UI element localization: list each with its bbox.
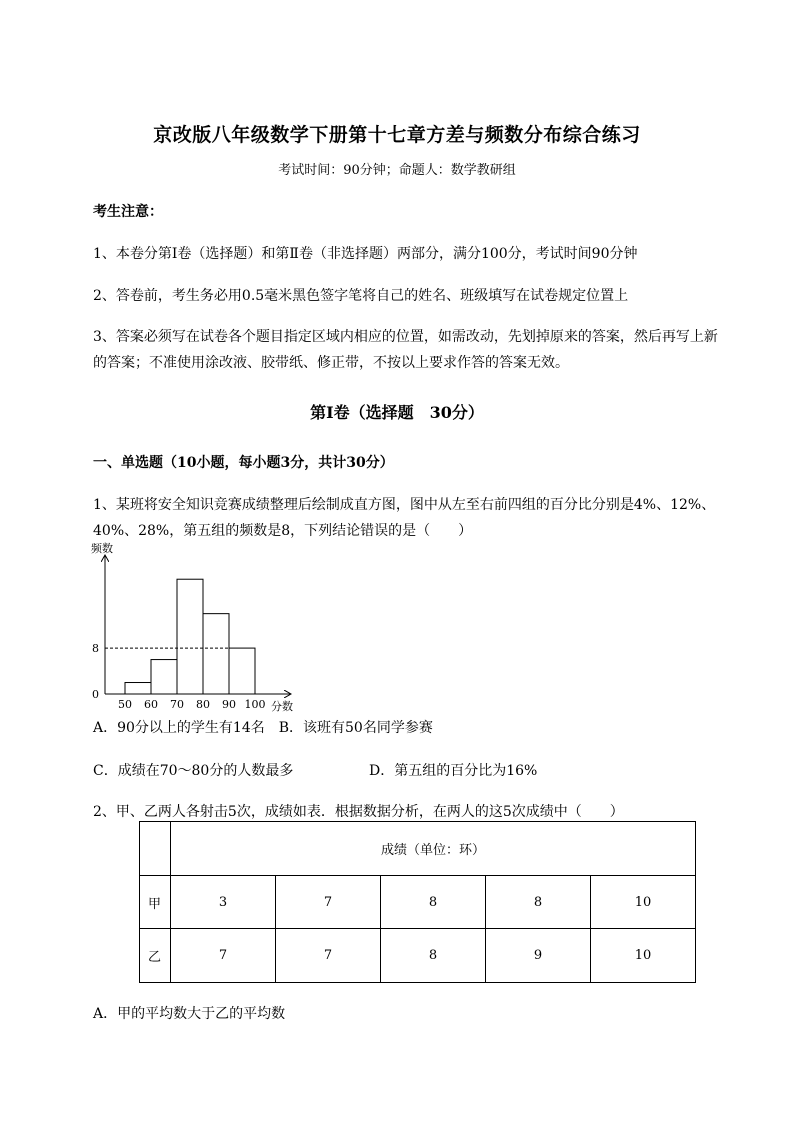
x-tick-label: 50 [118,698,132,711]
x-axis-label: 分数 [271,700,293,713]
section-title: 第I卷（选择题 30分） [310,403,484,422]
histogram-chart [85,538,325,718]
q1-stem-line2: 40%、28%，第五组的频数是8，下列结论错误的是（ ） [93,523,473,539]
score-cell: 8 [381,929,486,983]
x-tick-label: 90 [222,698,236,711]
score-cell: 8 [381,876,486,929]
table-corner-cell [140,822,171,876]
part-heading: 一、单选题（10小题，每小题3分，共计30分） [93,455,394,471]
histogram-bar-50-60 [125,683,151,694]
notice-item-2: 2、答卷前，考生务必用0.5毫米黑色签字笔将自己的姓名、班级填写在试卷规定位置上 [93,288,629,304]
scores-table [139,821,696,983]
table-row [140,929,696,983]
score-cell: 7 [171,929,276,983]
y-tick-label: 0 [92,688,99,701]
notice-heading: 考生注意： [93,204,163,220]
score-cell: 10 [591,929,696,983]
histogram-bar-80-90 [203,614,229,694]
score-cell: 7 [276,876,381,929]
table-header: 成绩（单位：环） [171,822,696,876]
q1-option-d: D．第五组的百分比为16% [369,763,538,779]
histogram-bar-60-70 [151,660,177,694]
score-cell: 8 [486,876,591,929]
notice-item-3: 3、答案必须写在试卷各个题目指定区域内相应的位置，如需改动，先划掉原来的答案，然后再写上新 [93,329,718,345]
table-row [140,876,696,929]
histogram-bar-90-100 [229,648,255,694]
x-tick-label: 80 [196,698,210,711]
score-cell: 3 [171,876,276,929]
page-title: 京改版八年级数学下册第十七章方差与频数分布综合练习 [153,124,641,146]
q1-options-ab: A．90分以上的学生有14名 B．该班有50名同学参赛 [93,720,433,736]
score-cell: 10 [591,876,696,929]
score-cell: 9 [486,929,591,983]
row-name: 甲 [140,876,171,929]
notice-item-1: 1、本卷分第I卷（选择题）和第Ⅱ卷（非选择题）两部分，满分100分，考试时间90分钟 [93,246,638,262]
q2-stem: 2、甲、乙两人各射击5次，成绩如表．根据数据分析，在两人的这5次成绩中（ ） [93,804,624,820]
score-cell: 7 [276,929,381,983]
y-tick-label: 8 [92,642,99,656]
q1-option-c: C．成绩在70～80分的人数最多 [93,763,294,779]
x-tick-label: 100 [244,698,266,711]
exam-info: 考试时间：90分钟；命题人：数学教研组 [278,163,516,178]
y-axis-label: 频数 [91,542,113,555]
notice-item-3-cont: 的答案；不准使用涂改液、胶带纸、修正带，不按以上要求作答的答案无效。 [93,355,569,371]
q1-stem-line1: 1、某班将安全知识竞赛成绩整理后绘制成直方图，图中从左至右前四组的百分比分别是4%、12%、 [93,497,716,513]
histogram-bar-70-80 [177,579,203,694]
row-name: 乙 [140,929,171,983]
x-tick-label: 70 [170,698,184,711]
q2-option-a: A．甲的平均数大于乙的平均数 [93,1006,286,1022]
x-tick-label: 60 [144,698,158,711]
